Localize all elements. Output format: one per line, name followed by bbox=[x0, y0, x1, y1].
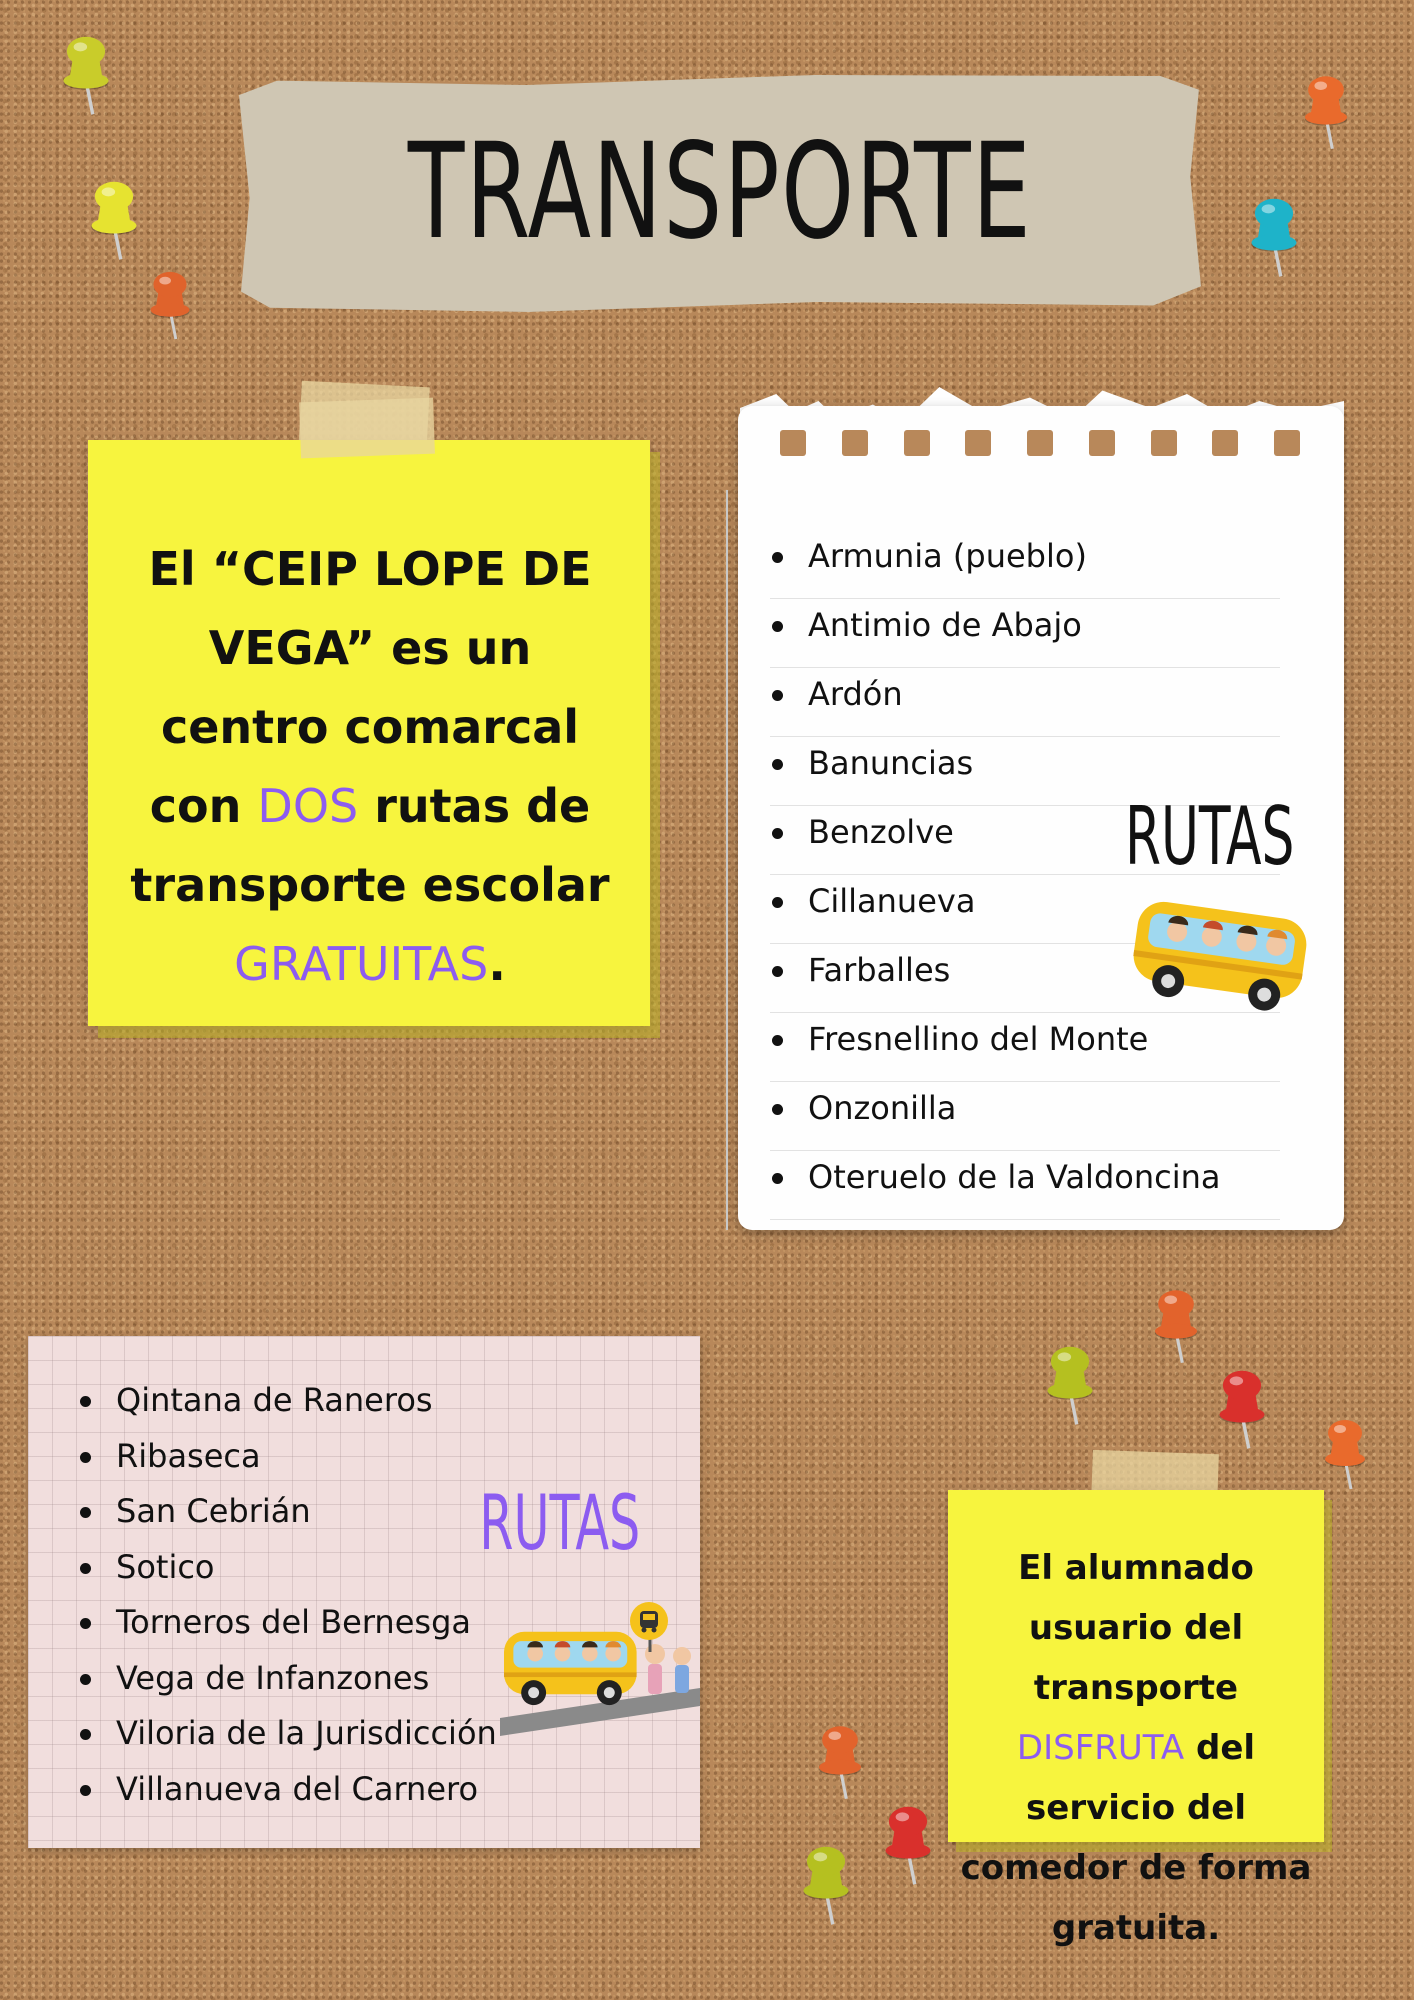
push-pin-icon bbox=[84, 175, 144, 265]
push-pin-icon bbox=[1318, 1414, 1372, 1494]
dining-text-part: El alumnado usuario del transporte bbox=[1018, 1548, 1254, 1708]
list-item: Sotico bbox=[78, 1541, 508, 1597]
info-note-text bbox=[120, 530, 620, 1004]
push-pin-icon bbox=[1148, 1284, 1204, 1368]
info-text-part: El “CEIP LOPE DE VEGA” es un centro comarcal con bbox=[148, 542, 592, 833]
list-item: Cillanueva bbox=[770, 875, 1280, 944]
school-bus-icon bbox=[500, 1596, 700, 1736]
info-text-part: rutas de transporte escolar bbox=[130, 779, 610, 912]
push-pin-icon bbox=[1212, 1364, 1272, 1454]
push-pin-icon bbox=[1040, 1340, 1100, 1430]
highlight-free: GRATUITAS bbox=[234, 937, 489, 991]
push-pin-icon bbox=[56, 30, 116, 120]
list-item: San Cebrián bbox=[78, 1485, 508, 1541]
routes-label-right: RUTAS bbox=[1124, 790, 1295, 883]
push-pin-icon bbox=[812, 1720, 868, 1804]
binder-holes bbox=[780, 430, 1300, 460]
list-item: Oteruelo de la Valdoncina bbox=[770, 1151, 1280, 1220]
list-item: Fresnellino del Monte bbox=[770, 1013, 1280, 1082]
page-title: TRANSPORTE bbox=[407, 115, 1033, 269]
dining-text-part: del servicio del comedor de forma gratuita. bbox=[960, 1728, 1312, 1948]
school-bus-icon bbox=[1130, 890, 1320, 1020]
list-item: Banuncias bbox=[770, 737, 1280, 806]
list-item: Antimio de Abajo bbox=[770, 599, 1280, 668]
list-item: Villanueva del Carnero bbox=[78, 1763, 508, 1819]
highlight-enjoy: DISFRUTA bbox=[1016, 1728, 1185, 1768]
list-item: Qintana de Raneros bbox=[78, 1374, 508, 1430]
push-pin-icon bbox=[1298, 70, 1354, 154]
list-item: Armunia (pueblo) bbox=[770, 530, 1280, 599]
highlight-count: DOS bbox=[257, 779, 359, 833]
list-item: Ardón bbox=[770, 668, 1280, 737]
list-item: Vega de Infanzones bbox=[78, 1652, 508, 1708]
paper-margin-line bbox=[726, 490, 728, 1230]
push-pin-icon bbox=[878, 1800, 938, 1890]
dining-note-text bbox=[948, 1538, 1324, 1958]
list-item: Onzonilla bbox=[770, 1082, 1280, 1151]
tape-strip bbox=[299, 398, 435, 459]
push-pin-icon bbox=[144, 266, 196, 344]
info-text-part: . bbox=[488, 937, 506, 991]
bus-stop-icon bbox=[628, 1600, 670, 1642]
list-item: Benzolve bbox=[770, 806, 1280, 875]
list-item: Farballes bbox=[770, 944, 1280, 1013]
list-item: Torneros del Bernesga bbox=[78, 1596, 508, 1652]
routes-list-left bbox=[78, 1374, 508, 1818]
list-item: Viloria de la Jurisdicción bbox=[78, 1707, 508, 1763]
push-pin-icon bbox=[796, 1840, 856, 1930]
list-item: Ribaseca bbox=[78, 1430, 508, 1486]
push-pin-icon bbox=[1244, 192, 1304, 282]
routes-label-left: RUTAS bbox=[479, 1478, 641, 1567]
